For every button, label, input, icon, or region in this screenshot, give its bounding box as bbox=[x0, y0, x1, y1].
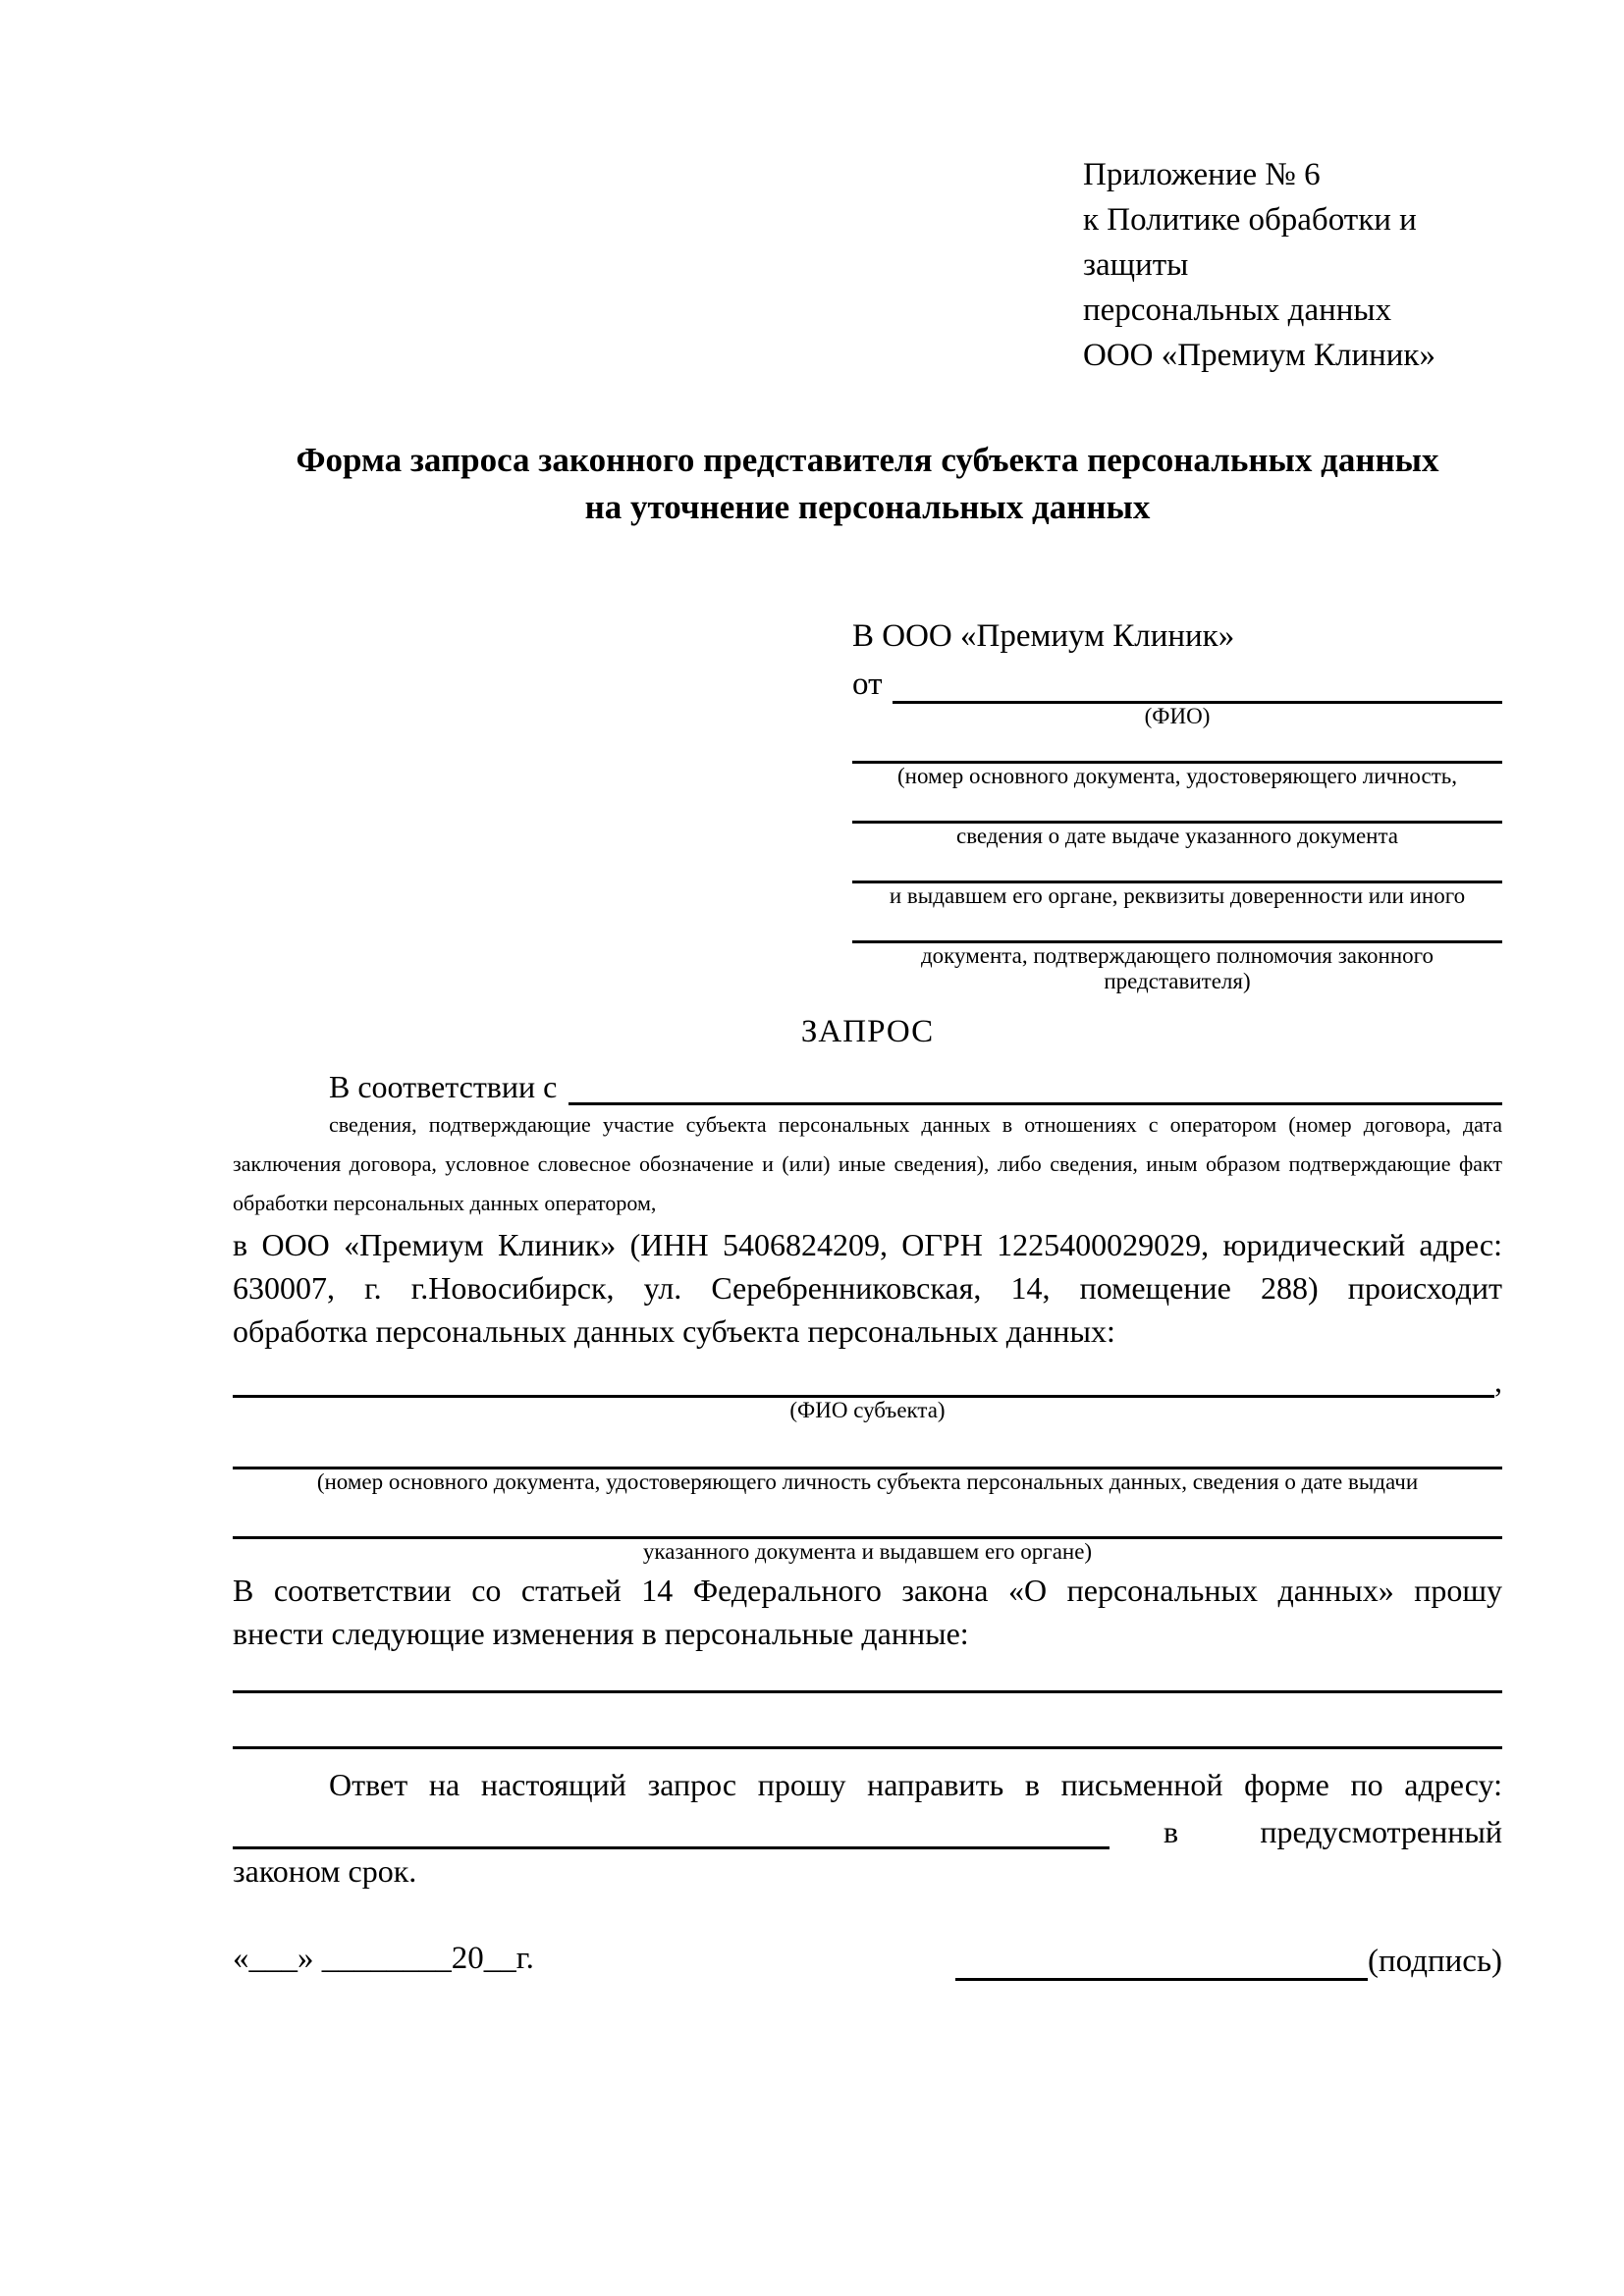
note-line: заключения договора, условное словесное обозначение и (или) иные сведения), либо сведения, иным образом подтверждающие факт bbox=[233, 1151, 1502, 1176]
fio-caption: (ФИО) bbox=[1144, 704, 1211, 728]
addressee-caption: сведения о дате выдаче указанного документа bbox=[955, 824, 1399, 848]
note-line: обработки персональных данных оператором, bbox=[233, 1191, 657, 1215]
statement-line: внести следующие изменения в персональные данные: bbox=[233, 1616, 969, 1651]
addressee-caption: документа, подтверждающего полномочия законного представителя) bbox=[920, 943, 1434, 993]
statement-line: В соответствии со статьей 14 Федерального закона «О персональных данных» прошу bbox=[233, 1573, 1502, 1608]
operator-line: обработка персональных данных субъекта персональных данных: bbox=[233, 1313, 1115, 1349]
statement-paragraph bbox=[233, 1569, 1502, 1655]
date-field: «___» ________20__г. bbox=[233, 1941, 534, 1976]
operator-line: в ООО «Премиум Клиник» (ИНН 5406824209, ОГРН 1225400029029, юридический адрес: bbox=[233, 1227, 1502, 1262]
addressee-caption: (номер основного документа, удостоверяющего личность, bbox=[896, 764, 1457, 788]
note-block bbox=[233, 1105, 1502, 1223]
blank-line bbox=[852, 909, 1502, 943]
blank-line bbox=[233, 1495, 1502, 1539]
response-paragraph bbox=[233, 1763, 1502, 1893]
document-title bbox=[233, 437, 1502, 531]
subject-doc-caption: указанного документа и выдавшем его органе) bbox=[642, 1539, 1093, 1564]
blank-line bbox=[233, 1655, 1502, 1693]
subject-fio-row bbox=[233, 1357, 1502, 1398]
appendix-line: персональных данных bbox=[1083, 293, 1392, 328]
footer-row bbox=[233, 1936, 1502, 1981]
blank-line bbox=[852, 729, 1502, 764]
document-title-line1: Форма запроса законного представителя субъекта персональных данных bbox=[296, 441, 1439, 479]
subject-fio-blank-line bbox=[233, 1354, 1494, 1398]
accordance-label: В соответствии с bbox=[329, 1069, 558, 1104]
blank-line bbox=[233, 1423, 1502, 1469]
signature-caption: (подпись) bbox=[1368, 1944, 1502, 1979]
subject-doc-caption: (номер основного документа, удостоверяющего личность субъекта персональных данных, сведения о дате выдачи bbox=[316, 1469, 1419, 1494]
response-word: предусмотренный bbox=[1260, 1814, 1502, 1849]
appendix-line: Приложение № 6 bbox=[1083, 157, 1321, 192]
request-heading: ЗАПРОС bbox=[800, 1014, 935, 1049]
response-line: законом срок. bbox=[233, 1853, 417, 1889]
appendix-line: к Политике обработки и защиты bbox=[1083, 202, 1417, 283]
blank-line bbox=[852, 849, 1502, 883]
signature-group bbox=[955, 1942, 1502, 1981]
operator-line: 630007, г. г.Новосибирск, ул. Серебренниковская, 14, помещение 288) происходит bbox=[233, 1270, 1502, 1306]
subject-comma: , bbox=[1494, 1363, 1502, 1399]
accordance-blank-line bbox=[568, 1059, 1502, 1105]
addressee-to: В ООО «Премиум Клиник» bbox=[852, 618, 1235, 654]
from-label: от bbox=[852, 667, 883, 702]
addressee-caption: и выдавшем его органе, реквизиты доверенности или иного bbox=[889, 883, 1466, 908]
accordance-row bbox=[233, 1062, 1502, 1105]
response-line: Ответ на настоящий запрос прошу направить в письменной форме по адресу: bbox=[329, 1767, 1502, 1802]
address-blank-line bbox=[233, 1803, 1110, 1849]
blank-line bbox=[233, 1693, 1502, 1749]
from-row bbox=[852, 659, 1502, 704]
blank-line bbox=[852, 789, 1502, 824]
note-line: сведения, подтверждающие участие субъекта персональных данных в отношениях с оператором (номер договора, дата bbox=[329, 1112, 1502, 1137]
document-title-line2: на уточнение персональных данных bbox=[584, 488, 1151, 526]
response-in: в bbox=[1164, 1814, 1179, 1849]
operator-paragraph bbox=[233, 1223, 1502, 1353]
appendix-line: ООО «Премиум Клиник» bbox=[1083, 338, 1435, 373]
from-blank-line bbox=[893, 656, 1503, 704]
signature-blank-line bbox=[955, 1943, 1368, 1981]
subject-fio-caption: (ФИО субъекта) bbox=[789, 1398, 946, 1422]
appendix-block bbox=[1083, 152, 1502, 378]
addressee-block bbox=[852, 614, 1502, 994]
response-address-row bbox=[233, 1806, 1502, 1849]
